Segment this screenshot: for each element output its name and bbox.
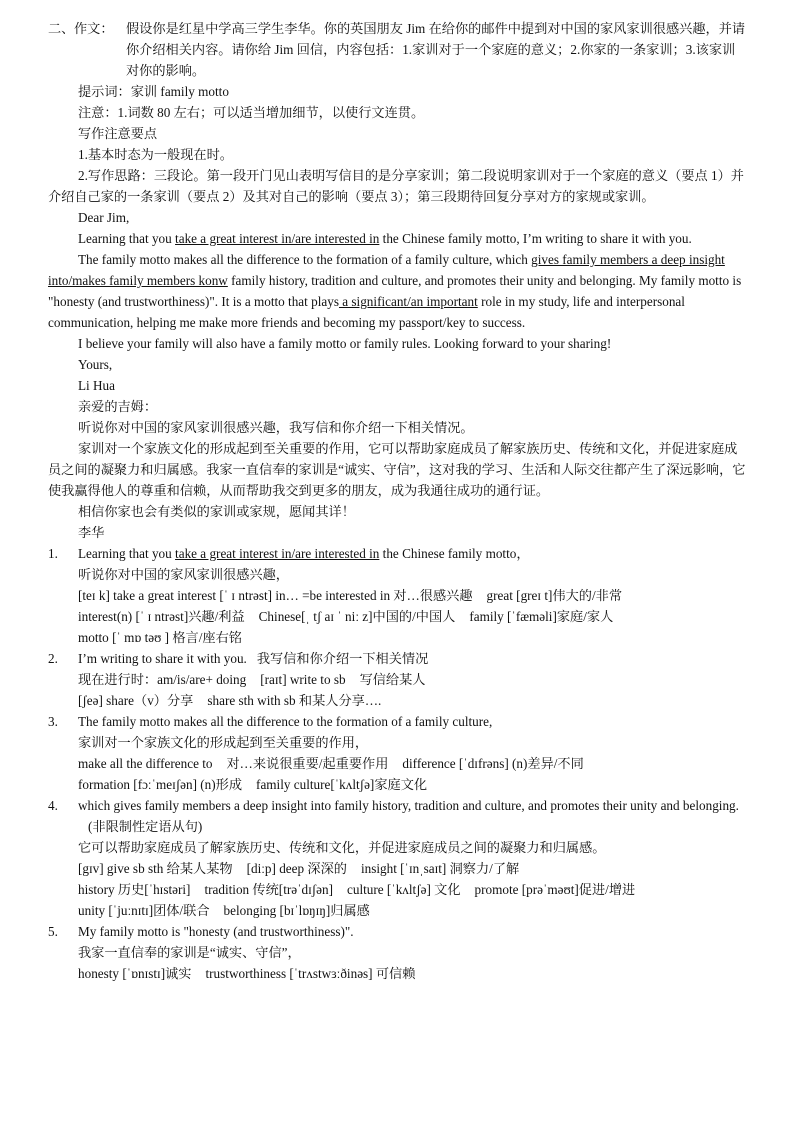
translation-paragraph-3: 相信你家也会有类似的家训或家规，愿闻其详！ xyxy=(78,504,355,519)
note-sentence: My family motto is "honesty (and trustworthiness)". xyxy=(78,924,354,939)
vocab-line xyxy=(78,585,748,606)
note-number: 3. xyxy=(48,714,58,729)
grammar-tag: (非限制性定语从句) xyxy=(88,819,203,834)
text-run: family history, tradition and culture, and promotes their unity and belonging. My family motto is "honesty (and trustworthiness)". It is a motto that plays xyxy=(48,273,742,309)
vocab-entry: insight [ˈɪnˌsaɪt] 洞察力/了解 xyxy=(360,861,520,876)
note-body xyxy=(78,921,748,984)
vocab-entry: [gɪv] give sb sth 给某人某物 xyxy=(78,861,233,876)
note-translation: 它可以帮助家庭成员了解家族历史、传统和文化，并促进家庭成员之间的凝聚力和归属感。 xyxy=(78,840,606,855)
vocab-entry: 写信给某人 xyxy=(359,672,426,687)
vocab-entry: tradition 传统[trəˈdɪʃən] xyxy=(204,882,333,897)
note-item-1 xyxy=(48,543,748,648)
task-prompt xyxy=(48,18,748,81)
text-run: I’m writing to share it with you. xyxy=(78,651,247,666)
note-item-5 xyxy=(48,921,748,984)
note-body xyxy=(78,795,748,921)
underlined-phrase: take a great interest in/are interested in xyxy=(175,231,380,246)
letter-paragraph-1 xyxy=(48,228,748,249)
vocab-entry: [ʃeə] share（v）分享 xyxy=(78,693,194,708)
text-run: the Chinese family motto, I’m writing to share it with you. xyxy=(379,231,692,246)
translation-paragraph-1: 听说你对中国的家风家训很感兴趣，我写信和你介绍一下相关情况。 xyxy=(78,420,474,435)
vocab-line xyxy=(78,606,748,627)
text-run: The family motto makes all the difference to the formation of a family culture, which xyxy=(78,252,532,267)
underlined-phrase: a significant/an important xyxy=(338,294,478,309)
vocab-entry: formation [fɔːˈmeɪʃən] (n)形成 xyxy=(78,777,243,792)
vocab-entry: trustworthiness [ˈtrʌstwɜːðinəs] 可信赖 xyxy=(205,966,416,981)
vocab-entry: difference [ˈdɪfrəns] (n)差异/不同 xyxy=(402,756,584,771)
note-number: 2. xyxy=(48,651,58,666)
vocab-entry: [teɪ k] take a great interest [ˈ ɪ ntrəst] in… =be interested in 对…很感兴趣 xyxy=(78,588,473,603)
underlined-phrase: take a great interest in/are interested in xyxy=(175,546,380,561)
vocab-entry: [diːp] deep 深深的 xyxy=(246,861,347,876)
vocab-entry: great [greɪ t]伟大的/非常 xyxy=(486,588,623,603)
task-tag: 作文： xyxy=(74,21,114,36)
letter-signature: Li Hua xyxy=(78,378,115,393)
note-item-2 xyxy=(48,648,748,711)
vocab-entry: [raɪt] write to sb xyxy=(260,672,346,687)
note-sentence xyxy=(78,795,748,837)
text-run: the Chinese family motto， xyxy=(379,546,530,561)
note-number: 4. xyxy=(48,798,58,813)
letter-greeting: Dear Jim, xyxy=(78,210,130,225)
note-body xyxy=(78,648,748,711)
task-text: 假设你是红星中学高三学生李华。你的英国朋友 Jim 在给你的邮件中提到对中国的家风家训很感兴趣，并请你介绍相关内容。请你给 Jim 回信，内容包括：1.家训对于一个家庭的意义；2.你家的一条家训；3.该家训对你的影响。 xyxy=(126,21,746,78)
vocab-line xyxy=(78,690,748,711)
vocab-line xyxy=(78,753,748,774)
tips-title: 写作注意要点 xyxy=(78,126,158,141)
note-item-3 xyxy=(48,711,748,795)
vocab-entry: interest(n) [ˈ ɪ ntrəst]兴趣/利益 xyxy=(78,609,245,624)
vocab-entry: 现在进行时：am/is/are+ doing xyxy=(78,672,247,687)
underlined-phrase: gives family members a deep insight into/makes family members konw xyxy=(48,252,725,288)
vocab-line xyxy=(78,669,748,690)
letter-closing: Yours, xyxy=(78,357,113,372)
vocab-line xyxy=(78,900,748,921)
translation-signature: 李华 xyxy=(78,525,105,540)
note-translation: 我家一直信奉的家训是“诚实、守信”， xyxy=(78,945,301,960)
vocab-entry: promote [prəˈməʊt]促进/增进 xyxy=(474,882,636,897)
translation-greeting: 亲爱的吉姆： xyxy=(78,399,158,414)
text-run: which gives family members a deep insight into family history, tradition and culture, and promotes their unity and belonging. xyxy=(78,798,739,813)
vocab-line xyxy=(78,963,748,984)
vocab-entry: family [ˈfæməli]家庭/家人 xyxy=(469,609,614,624)
vocab-entry: unity [ˈjuːnɪtɪ]团体/联合 xyxy=(78,903,210,918)
letter-paragraph-2 xyxy=(48,249,748,333)
note-sentence: The family motto makes all the difference to the formation of a family culture, xyxy=(78,714,493,729)
note-translation: 家训对一个家族文化的形成起到至关重要的作用， xyxy=(78,735,369,750)
note-body xyxy=(78,711,748,795)
vocab-entry: culture [ˈkʌltʃə] 文化 xyxy=(347,882,461,897)
vocab-entry: share sth with sb 和某人分享…. xyxy=(207,693,382,708)
note-sentence xyxy=(78,648,748,669)
tip-2: 2.写作思路：三段论。第一段开门见山表明写信目的是分享家训；第二段说明家训对于一个家庭的意义（要点 1）并介绍自己家的一条家训（要点 2）及其对自己的影响（要点 3）；第三段期待回复分享对方的家规或家训。 xyxy=(48,168,744,204)
text-run: 我写信和你介绍一下相关情况 xyxy=(256,651,429,666)
vocab-line xyxy=(78,879,748,900)
vocab-entry: belonging [bɪˈlɒŋɪŋ]归属感 xyxy=(223,903,370,918)
note-number: 1. xyxy=(48,546,58,561)
note-sentence xyxy=(78,543,748,564)
tip-1: 1.基本时态为一般现在时。 xyxy=(78,147,233,162)
task-number: 二、 xyxy=(48,21,75,36)
text-run: role in my study, life and interpersonal communication, helping me make more friends and becoming my passport/key to success. xyxy=(48,294,685,330)
vocab-entry: 对…来说很重要/起重要作用 xyxy=(226,756,389,771)
vocab-entry: family culture[ˈkʌltʃə]家庭文化 xyxy=(256,777,428,792)
text-run: Learning that you xyxy=(78,546,176,561)
vocab-entry: Chinese[ˌ tʃ aɪ ˈ niː z]中国的/中国人 xyxy=(258,609,456,624)
vocab-line xyxy=(78,858,748,879)
note-body xyxy=(78,543,748,648)
note-translation: 听说你对中国的家风家训很感兴趣， xyxy=(78,567,289,582)
vocab-entry: honesty [ˈɒnɪstɪ]诚实 xyxy=(78,966,192,981)
vocab-line: motto [ˈ mɒ təʊ ] 格言/座右铭 xyxy=(78,630,242,645)
letter-paragraph-3: I believe your family will also have a family motto or family rules. Looking forward to your sharing! xyxy=(78,336,612,351)
translation-paragraph-2: 家训对一个家族文化的形成起到至关重要的作用，它可以帮助家庭成员了解家族历史、传统和文化，并促进家庭成员之间的凝聚力和归属感。我家一直信奉的家训是“诚实、守信”，这对我的学习、生活和人际交往都产生了深远影响，它使我赢得他人的尊重和信赖，从而帮助我交到更多的朋友，成为我通往成功的通行证。 xyxy=(48,441,746,498)
vocab-entry: history 历史[ˈhɪstəri] xyxy=(78,882,191,897)
note-number: 5. xyxy=(48,924,58,939)
vocab-line xyxy=(78,774,748,795)
note-item-4 xyxy=(48,795,748,921)
hint-line: 提示词：家训 family motto xyxy=(78,84,229,99)
note-line: 注意：1.词数 80 左右；可以适当增加细节，以使行文连贯。 xyxy=(78,105,425,120)
text-run: Learning that you xyxy=(78,231,176,246)
vocab-entry: make all the difference to xyxy=(78,756,213,771)
